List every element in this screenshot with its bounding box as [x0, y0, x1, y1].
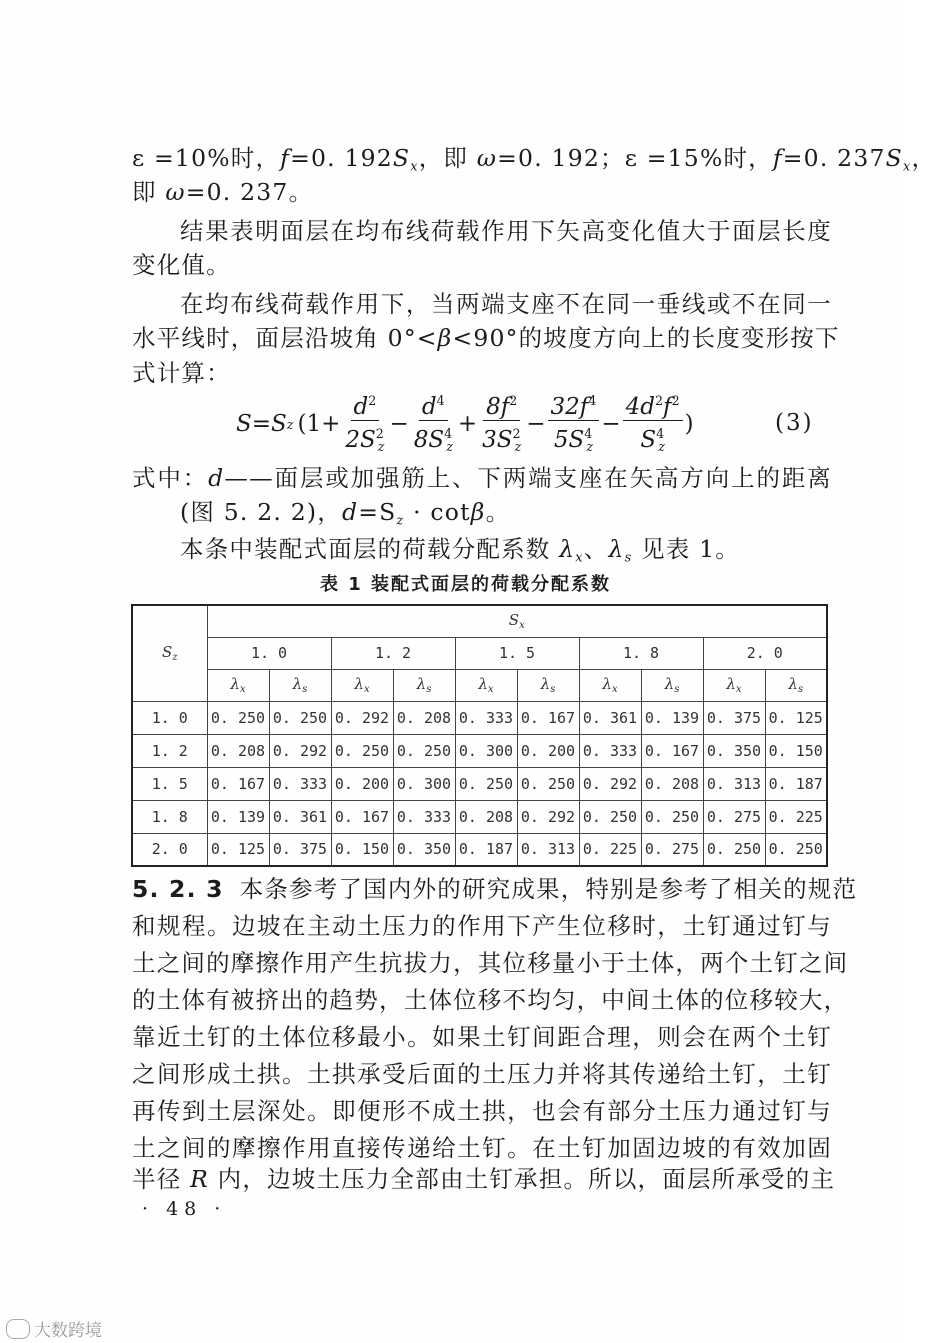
- table-cell: 0. 250: [393, 734, 455, 767]
- text-line-5: 在均布线荷载作用下，当两端支座不在同一垂线或不在同一: [180, 290, 832, 318]
- text-line-where: 式中：d——面层或加强筋上、下两端支座在矢高方向上的距离: [132, 464, 832, 492]
- watermark-logo-icon: [6, 1319, 30, 1339]
- table-cell: 0. 208: [393, 701, 455, 734]
- lambda-x-header: $\lambda_x$: [331, 669, 393, 701]
- table-cell: 0. 375: [703, 701, 765, 734]
- table-cell: 0. 225: [579, 833, 641, 866]
- sz-value: 2. 0: [132, 833, 207, 866]
- table-row: [132, 767, 827, 800]
- table-cell: 0. 292: [579, 767, 641, 800]
- table-cell: 0. 139: [207, 800, 269, 833]
- table-cell: 0. 125: [765, 701, 827, 734]
- table-cell: 0. 361: [269, 800, 331, 833]
- table-cell: 0. 292: [269, 734, 331, 767]
- table-cell: 0. 250: [269, 701, 331, 734]
- table-cell: 0. 292: [517, 800, 579, 833]
- table-cell: 0. 167: [641, 734, 703, 767]
- table-cell: 0. 250: [455, 767, 517, 800]
- table-cell: 0. 313: [517, 833, 579, 866]
- table-cell: 0. 208: [455, 800, 517, 833]
- table-cell: 0. 250: [331, 734, 393, 767]
- table-cell: 0. 167: [331, 800, 393, 833]
- equation-number: (3): [775, 410, 814, 436]
- table-cell: 0. 275: [641, 833, 703, 866]
- text-line: 的土体有被挤出的趋势，土体位移不均匀，中间土体的位移较大，: [132, 986, 849, 1014]
- text-line: 土之间的摩擦作用产生抗拔力，其位移量小于土体，两个土钉之间: [132, 949, 849, 977]
- table-row: [132, 734, 827, 767]
- sz-header: $S_z$: [132, 605, 207, 701]
- table-cell: 0. 167: [517, 701, 579, 734]
- section-5-2-3-line-1: 5. 2. 3 本条参考了国内外的研究成果，特别是参考了相关的规范: [132, 875, 858, 903]
- table-cell: 0. 313: [703, 767, 765, 800]
- text-line-4: 变化值。: [132, 251, 231, 279]
- text-line: 和规程。边坡在主动土压力的作用下产生位移时，土钉通过钉与: [132, 912, 832, 940]
- table-cell: 0. 208: [207, 734, 269, 767]
- lambda-s-header: $\lambda_s$: [517, 669, 579, 701]
- sx-value: 1. 2: [331, 637, 455, 669]
- table-cell: 0. 375: [269, 833, 331, 866]
- lambda-x-header: $\lambda_x$: [455, 669, 517, 701]
- table-cell: 0. 250: [579, 800, 641, 833]
- table-cell: 0. 167: [207, 767, 269, 800]
- table-row: [132, 800, 827, 833]
- table-cell: 0. 150: [331, 833, 393, 866]
- table-row: [132, 701, 827, 734]
- text-line: 再传到土层深处。即便形不成土拱，也会有部分土压力通过钉与: [132, 1097, 832, 1125]
- table-cell: 0. 350: [703, 734, 765, 767]
- table-cell: 0. 292: [331, 701, 393, 734]
- table-cell: 0. 300: [393, 767, 455, 800]
- sx-value: 1. 0: [207, 637, 331, 669]
- table-cell: 0. 139: [641, 701, 703, 734]
- watermark: 大数跨境: [6, 1316, 102, 1341]
- text-line-7: 式计算：: [132, 359, 231, 387]
- table-cell: 0. 250: [765, 833, 827, 866]
- text-line-where-2: (图 5. 2. 2)，$d=S_z \cdot \cot\beta$。: [180, 498, 511, 529]
- text-line: 土之间的摩擦作用直接传递给土钉。在土钉加固边坡的有效加固: [132, 1134, 832, 1162]
- lambda-s-header: $\lambda_s$: [269, 669, 331, 701]
- sz-value: 1. 8: [132, 800, 207, 833]
- table-cell: 0. 208: [641, 767, 703, 800]
- table-cell: 0. 333: [269, 767, 331, 800]
- table-cell: 0. 250: [703, 833, 765, 866]
- table-cell: 0. 187: [455, 833, 517, 866]
- sz-value: 1. 2: [132, 734, 207, 767]
- text-line-2: 即 ω=0. 237。: [132, 178, 314, 206]
- text-line-6: 水平线时，面层沿坡角 0°<β<90°的坡度方向上的长度变形按下: [132, 324, 840, 352]
- table-cell: 0. 361: [579, 701, 641, 734]
- table-cell: 0. 250: [641, 800, 703, 833]
- table-cell: 0. 250: [207, 701, 269, 734]
- sx-value: 2. 0: [703, 637, 827, 669]
- table-row: [132, 833, 827, 866]
- formula-3: S=S z (1+ $\frac{d^2}{2S^2_z}$ − $\frac{d^4}{8S^4_z}$ + $\frac{8f^2}{3S^2_z}$ − $\frac{32f^4}{5S^4_z}$ − $\frac{4d^2f^2}{S^4_z}$ ): [236, 392, 694, 456]
- table-cell: 0. 333: [393, 800, 455, 833]
- section-number: 5. 2. 3: [132, 875, 224, 903]
- table-cell: 0. 333: [455, 701, 517, 734]
- table-caption: 表 1 装配式面层的荷载分配系数: [320, 574, 612, 595]
- table-cell: 0. 225: [765, 800, 827, 833]
- sx-header: $S_x$: [207, 605, 827, 637]
- text-line: 靠近土钉的土体位移最小。如果土钉间距合理，则会在两个土钉: [132, 1023, 832, 1051]
- load-distribution-table: [131, 604, 828, 867]
- text-line-table-ref: 本条中装配式面层的荷载分配系数 $\lambda_x$、$\lambda_s$ 见表 1。: [180, 535, 740, 566]
- table-cell: 0. 200: [517, 734, 579, 767]
- text-line: 之间形成土拱。土拱承受后面的土压力并将其传递给土钉，土钉: [132, 1060, 832, 1088]
- table-cell: 0. 187: [765, 767, 827, 800]
- sx-value: 1. 5: [455, 637, 579, 669]
- table-cell: 0. 200: [331, 767, 393, 800]
- sx-value: 1. 8: [579, 637, 703, 669]
- lambda-x-header: $\lambda_x$: [703, 669, 765, 701]
- page-number: · 48 ·: [142, 1198, 227, 1220]
- lambda-x-header: $\lambda_x$: [579, 669, 641, 701]
- lambda-s-header: $\lambda_s$: [641, 669, 703, 701]
- sz-value: 1. 0: [132, 701, 207, 734]
- table-cell: 0. 275: [703, 800, 765, 833]
- sz-value: 1. 5: [132, 767, 207, 800]
- table-cell: 0. 150: [765, 734, 827, 767]
- table-cell: 0. 125: [207, 833, 269, 866]
- text-line-last: 半径 R 内，边坡土压力全部由土钉承担。所以，面层所承受的主: [132, 1165, 836, 1193]
- table-cell: 0. 300: [455, 734, 517, 767]
- lambda-s-header: $\lambda_s$: [393, 669, 455, 701]
- table-cell: 0. 333: [579, 734, 641, 767]
- text-line-1: ε =10%时，f=0. $192S_x$，即 ω=0. 192；ε =15%时，f=0. $237S_x$，: [132, 144, 936, 175]
- table-cell: 0. 250: [517, 767, 579, 800]
- table-cell: 0. 350: [393, 833, 455, 866]
- lambda-x-header: $\lambda_x$: [207, 669, 269, 701]
- text-line-3: 结果表明面层在均布线荷载作用下矢高变化值大于面层长度: [180, 217, 832, 245]
- lambda-s-header: $\lambda_s$: [765, 669, 827, 701]
